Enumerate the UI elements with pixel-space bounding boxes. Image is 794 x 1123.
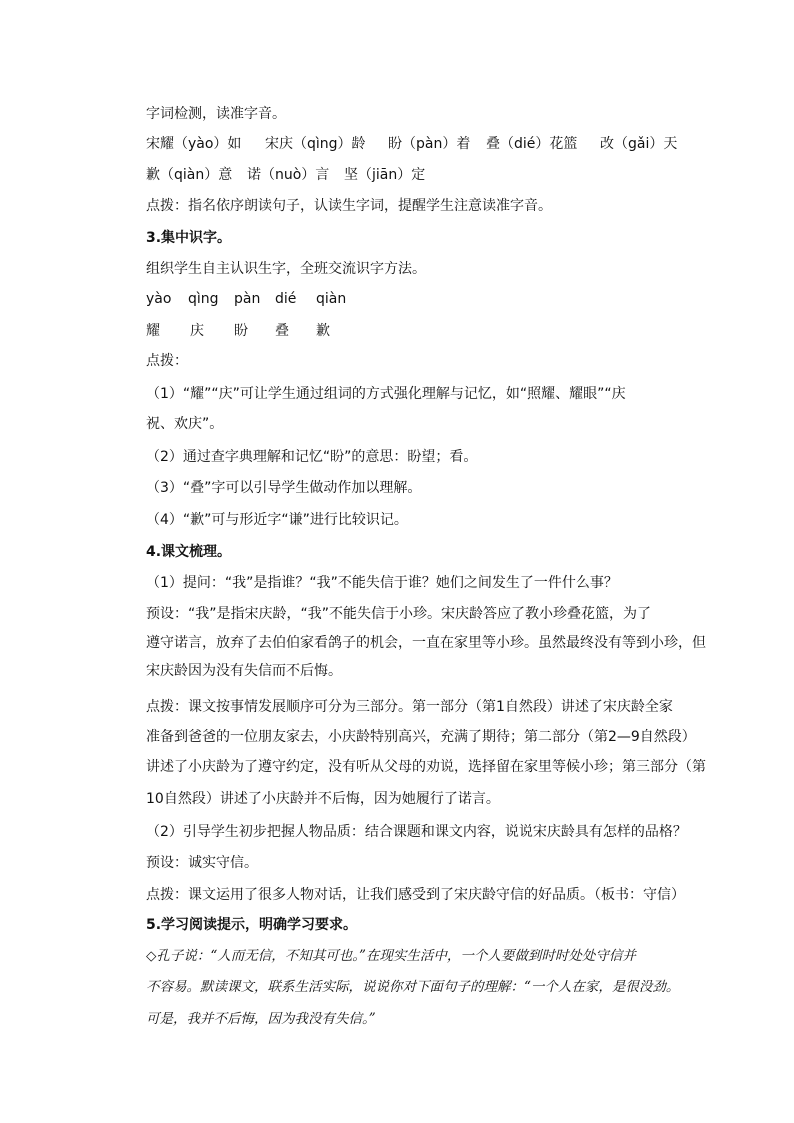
text-line: 遵守诺言，放弃了去伯伯家看鸽子的机会，一直在家里等小珍。虽然最终没有等到小珍，但 — [146, 635, 706, 651]
text-line: 点拨：课文按事情发展顺序可分为三部分。第一部分（第1自然段）讲述了宋庆龄全家 — [146, 699, 673, 715]
section-heading: 3.集中识字。 — [146, 230, 232, 246]
word-item: 宋庆（qìng）龄 — [265, 136, 366, 152]
pinyin: qìng — [188, 291, 219, 307]
section-heading: 4.课文梳理。 — [146, 544, 232, 560]
text-line: 组织学生自主认识生字，全班交流识字方法。 — [146, 261, 426, 277]
character: 叠 — [275, 323, 289, 339]
word-item: 改（gǎi）天 — [600, 136, 678, 152]
reading-tip: ◇孔子说：“人而无信，不知其可也。”在现实生活中，一个人要做到时时处处守信并 — [146, 948, 636, 964]
character: 耀 — [146, 323, 160, 339]
text-line: （3）“叠”字可以引导学生做动作加以理解。 — [146, 480, 422, 496]
text-line: 点拨：指名依序朗读句子，认读生字词，提醒学生注意读准字音。 — [146, 198, 552, 214]
reading-tip: 不容易。默读课文，联系生活实际，说说你对下面句子的理解：“一个人在家，是很没劲。 — [146, 979, 680, 995]
text-line: 祝、欢庆”。 — [146, 416, 224, 432]
text-line: 讲述了小庆龄为了遵守约定，没有听从父母的劝说，选择留在家里等候小珍；第三部分（第 — [146, 759, 706, 775]
word-item: 歉（qiàn）意 — [146, 167, 233, 183]
text-line: （4）“歉”可与形近字“谦”进行比较识记。 — [146, 512, 408, 528]
character: 盼 — [234, 323, 248, 339]
character: 歉 — [316, 323, 330, 339]
text-line: 预设：“我”是指宋庆龄，“我”不能失信于小珍。宋庆龄答应了教小珍叠花篮，为了 — [146, 606, 652, 622]
word-item: 盼（pàn）着 — [388, 136, 471, 152]
word-item: 宋耀（yào）如 — [146, 136, 242, 152]
word-item: 坚（jiān）定 — [344, 167, 426, 183]
text-line: （1）“耀”“庆”可让学生通过组词的方式强化理解与记忆，如“照耀、耀眼”“庆 — [146, 386, 626, 402]
pinyin: pàn — [234, 291, 261, 307]
text-line: 字词检测，读准字音。 — [146, 106, 286, 122]
pinyin: yào — [146, 291, 172, 307]
character: 庆 — [190, 323, 204, 339]
text-line: 点拨：课文运用了很多人物对话，让我们感受到了宋庆龄守信的好品质。（板书：守信） — [146, 887, 685, 903]
text-line: （1）提问：“我”是指谁？“我”不能失信于谁？她们之间发生了一件什么事？ — [146, 575, 618, 591]
word-item: 叠（dié）花篮 — [486, 136, 578, 152]
section-heading: 5.学习阅读提示，明确学习要求。 — [146, 917, 358, 933]
text-line: 10自然段）讲述了小庆龄并不后悔，因为她履行了诺言。 — [146, 791, 500, 807]
text-line: 宋庆龄因为没有失信而不后悔。 — [146, 663, 342, 679]
text-line: （2）通过查字典理解和记忆“盼”的意思：盼望；看。 — [146, 449, 478, 465]
pinyin: qiàn — [316, 291, 347, 307]
text-line: 准备到爸爸的一位朋友家去，小庆龄特别高兴，充满了期待；第二部分（第2—9自然段） — [146, 729, 696, 745]
text-line: 点拨： — [146, 353, 188, 369]
word-item: 诺（nuò）言 — [247, 167, 330, 183]
text-line: （2）引导学生初步把握人物品质：结合课题和课文内容，说说宋庆龄具有怎样的品格？ — [146, 824, 687, 840]
reading-tip: 可是，我并不后悔，因为我没有失信。” — [146, 1011, 376, 1027]
pinyin: dié — [275, 291, 297, 307]
text-line: 预设：诚实守信。 — [146, 855, 258, 871]
